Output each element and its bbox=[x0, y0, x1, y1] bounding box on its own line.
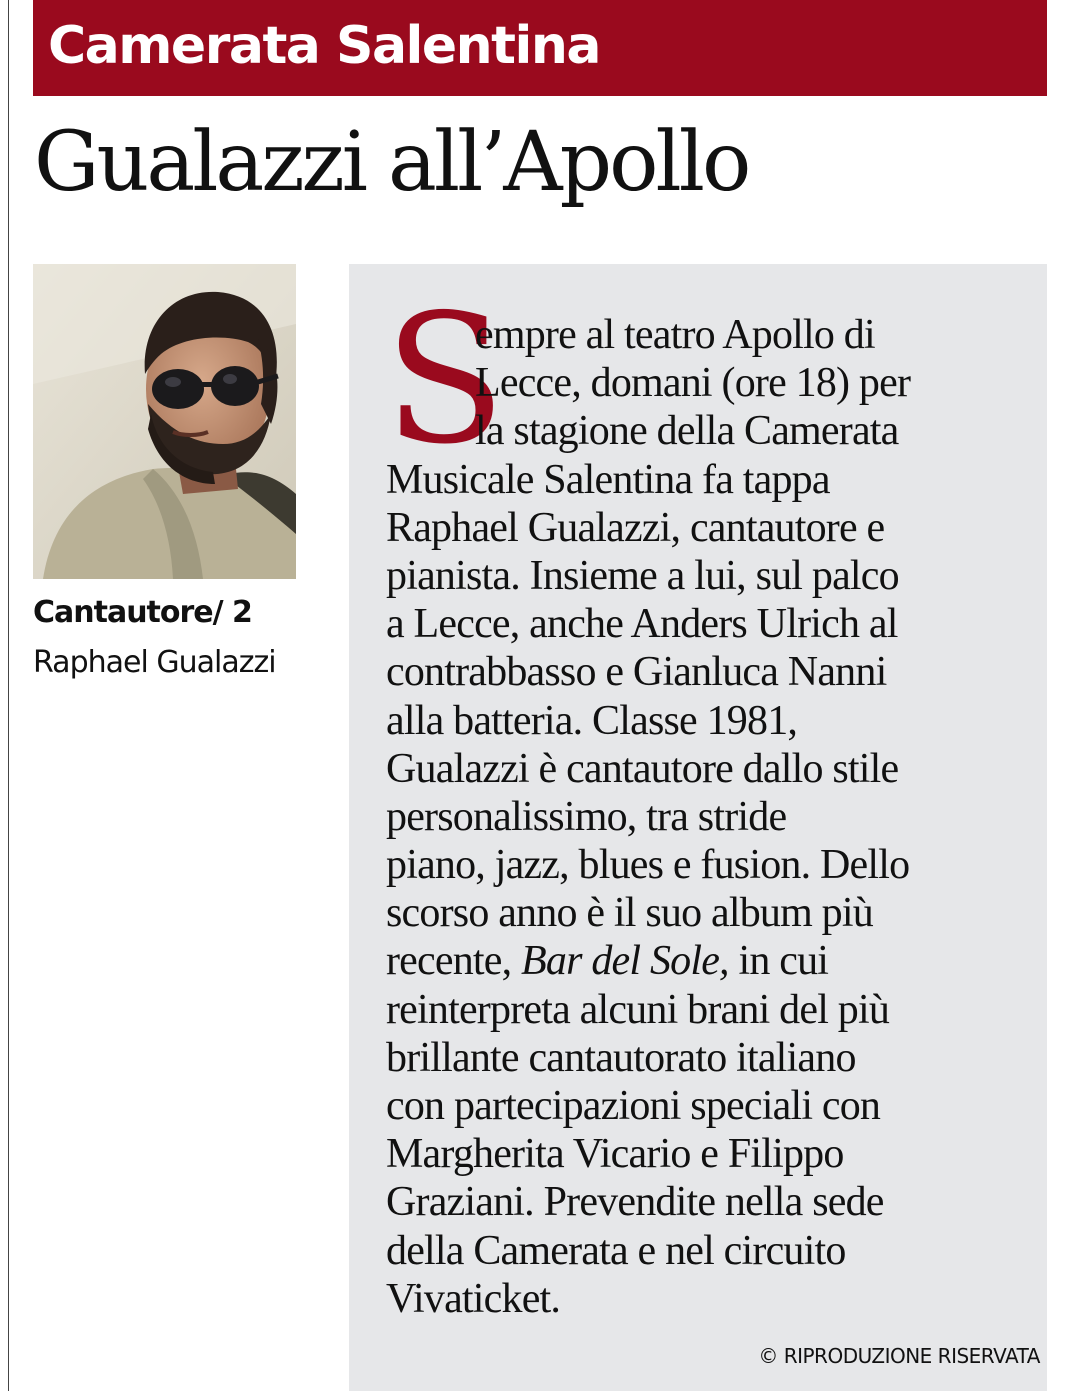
copyright-notice: © RIPRODUZIONE RISERVATA bbox=[758, 1344, 1040, 1368]
body-text: in cui bbox=[738, 938, 829, 985]
body-line: Margherita Vicario e Filippo bbox=[386, 1131, 844, 1178]
album-title: Bar del Sole, bbox=[521, 938, 729, 985]
body-line: della Camerata e nel circuito bbox=[386, 1227, 846, 1274]
column-divider bbox=[8, 0, 9, 1391]
body-line: Musicale Salentina fa tappa bbox=[386, 456, 830, 503]
body-line: Graziani. Prevendite nella sede bbox=[386, 1179, 884, 1226]
body-line: Raphael Gualazzi, cantautore e bbox=[386, 504, 885, 551]
body-line: pianista. Insieme a lui, sul palco bbox=[386, 552, 899, 599]
body-line: la stagione della Camerata bbox=[475, 408, 899, 455]
body-line: alla batteria. Classe 1981, bbox=[386, 697, 798, 744]
photo-caption-title: Cantautore/ 2 bbox=[33, 595, 252, 630]
article-body bbox=[386, 311, 1036, 1323]
body-line bbox=[386, 937, 1036, 985]
body-line: a Lecce, anche Anders Ulrich al bbox=[386, 601, 898, 648]
body-line: con partecipazioni speciali con bbox=[386, 1083, 881, 1129]
body-line: reinterpreta alcuni brani del più bbox=[386, 986, 890, 1033]
body-line: empre al teatro Apollo di bbox=[475, 312, 875, 358]
body-line: Gualazzi è cantautore dallo stile bbox=[386, 745, 899, 792]
body-line: Vivaticket. bbox=[386, 1275, 561, 1322]
section-kicker: Camerata Salentina bbox=[48, 16, 600, 76]
body-line: Lecce, domani (ore 18) per bbox=[475, 360, 911, 407]
drop-cap: S bbox=[384, 276, 506, 483]
body-line: brillante cantautorato italiano bbox=[386, 1034, 856, 1081]
body-line: piano, jazz, blues e fusion. Dello bbox=[386, 842, 910, 889]
body-text: recente, bbox=[386, 938, 512, 985]
photo-caption-name: Raphael Gualazzi bbox=[33, 645, 276, 680]
article-headline: Gualazzi all’Apollo bbox=[34, 115, 749, 210]
body-line: personalissimo, tra stride bbox=[386, 793, 787, 840]
body-line: contrabbasso e Gianluca Nanni bbox=[386, 649, 887, 696]
artist-photo bbox=[33, 264, 296, 579]
body-line: scorso anno è il suo album più bbox=[386, 890, 873, 937]
